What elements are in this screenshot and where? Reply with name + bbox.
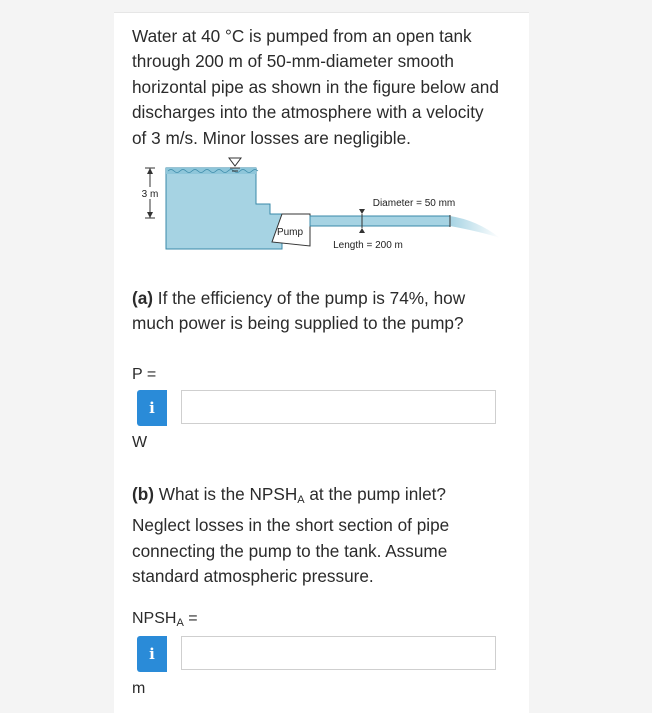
part-b-text-post: at the pump inlet? Neglect losses in the short section of pipe connecting the pump to the tank. Assume standard atmospheric pressure. <box>132 484 450 587</box>
pump-tank-figure <box>132 156 502 256</box>
part-a-question <box>132 286 502 337</box>
part-b-unit: m <box>132 680 146 697</box>
pump-label: Pump <box>276 227 304 238</box>
tank-water <box>166 168 282 249</box>
part-a-unit: W <box>132 434 148 451</box>
part-a-tag: (a) <box>132 288 154 308</box>
free-surface-symbol <box>229 158 241 166</box>
problem-statement: Water at 40 °C is pumped from an open tank through 200 m of 50-mm-diameter smooth horizontal pipe as shown in the figure below and discharges into the atmosphere with a velocity of 3 m/s. Minor losses are negligible. <box>132 26 499 148</box>
part-a-info-icon[interactable]: i <box>137 390 167 426</box>
length-label: Length = 200 m <box>333 240 403 251</box>
part-b-answer-row <box>137 636 498 672</box>
part-b-question <box>132 482 502 590</box>
part-a-answer-row <box>137 390 498 426</box>
part-a-answer-input[interactable] <box>181 390 496 424</box>
part-a-text: If the efficiency of the pump is 74%, how much power is being supplied to the pump? <box>132 288 466 334</box>
part-a-variable-label: P = <box>132 366 157 383</box>
part-b-tag: (b) <box>132 484 154 504</box>
part-b-info-icon[interactable]: i <box>137 636 167 672</box>
part-b-variable-label <box>132 610 198 629</box>
part-b-text-sub: A <box>297 494 305 506</box>
part-b-var-post: = <box>183 610 198 627</box>
part-b-answer-input[interactable] <box>181 636 496 670</box>
part-b-var-sub: A <box>176 617 184 629</box>
part-b-text-pre: What is the NPSH <box>153 484 298 504</box>
discharge-jet <box>450 216 500 238</box>
pipe <box>310 216 450 226</box>
part-b-var-pre: NPSH <box>132 610 177 627</box>
figure-svg <box>132 156 502 256</box>
diameter-label: Diameter = 50 mm <box>372 198 456 209</box>
height-label: 3 m <box>141 189 159 200</box>
